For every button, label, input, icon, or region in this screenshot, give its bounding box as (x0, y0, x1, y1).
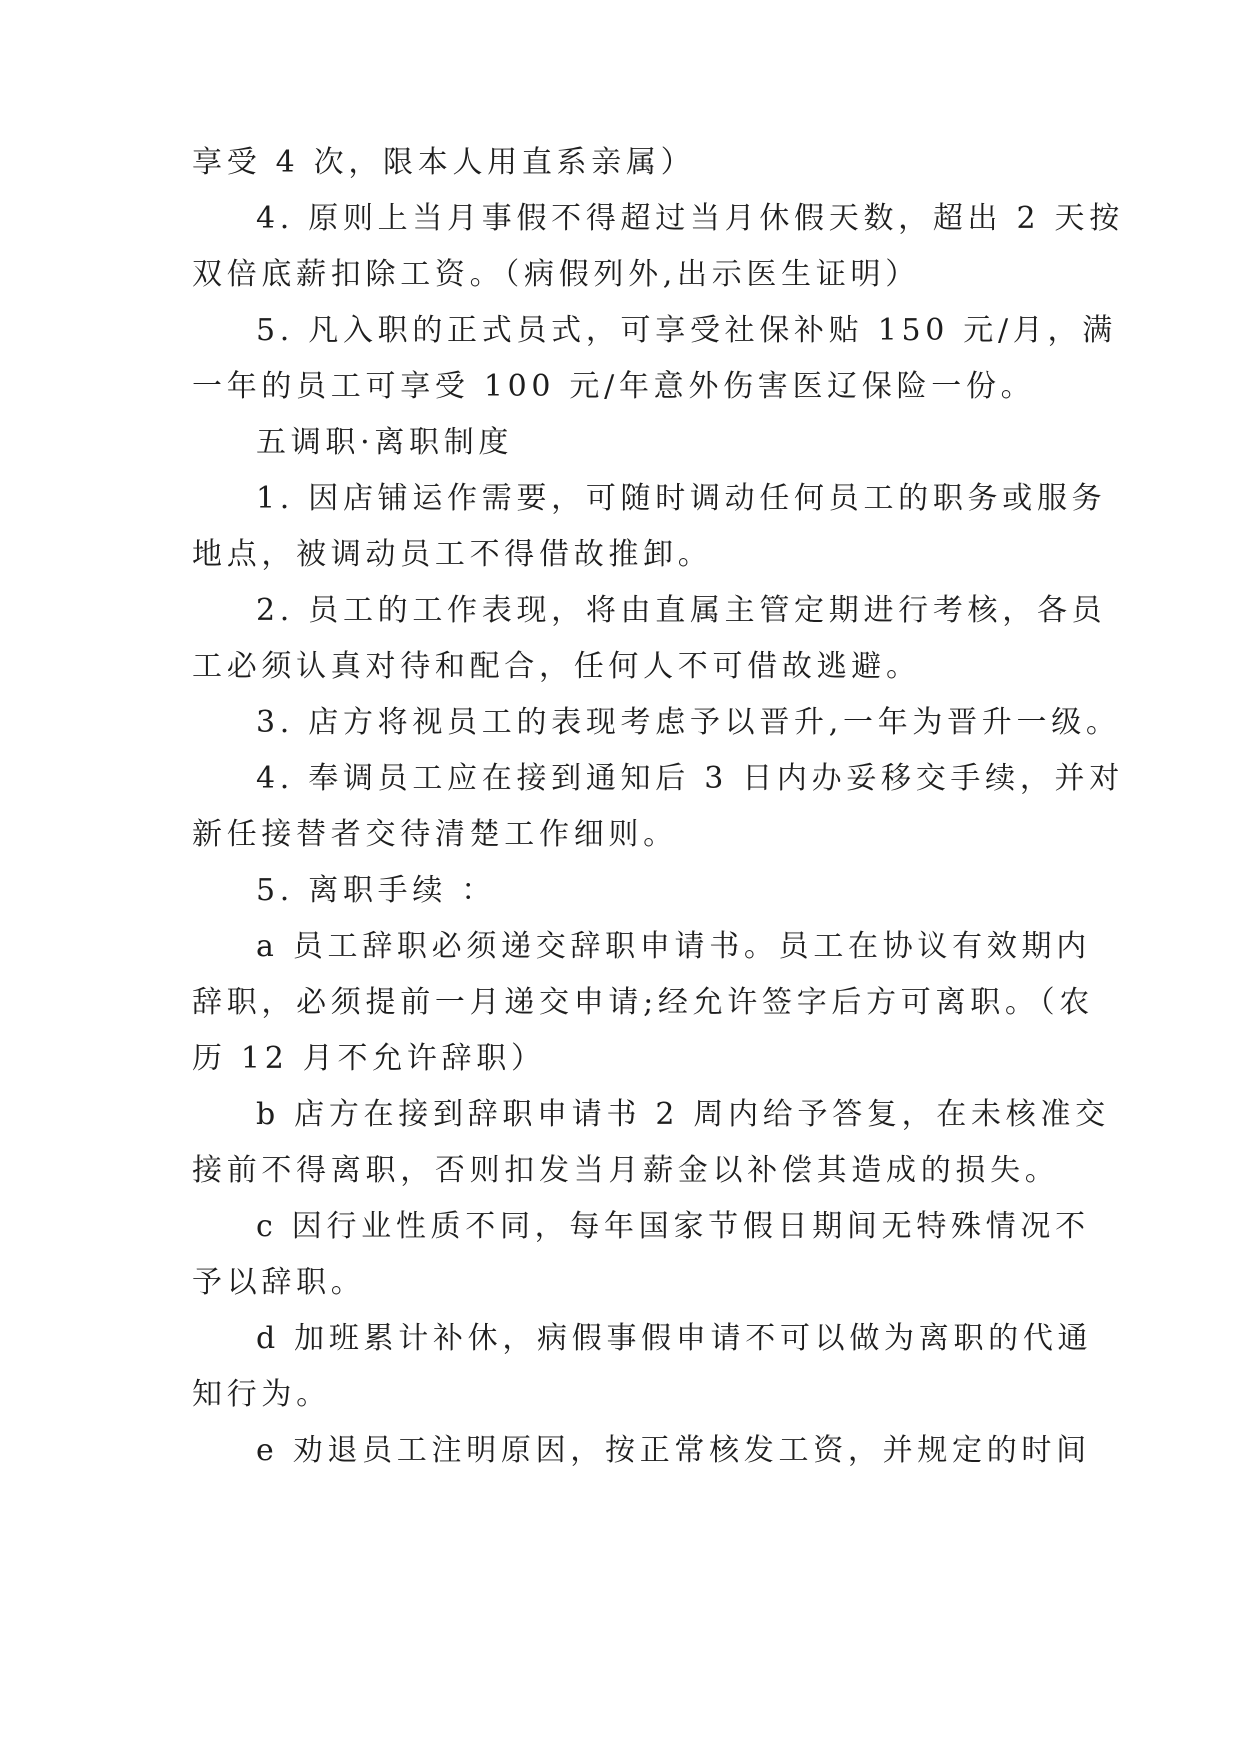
text-line: d 加班累计补休，病假事假申请不可以做为离职的代通 (256, 1321, 1093, 1356)
text-line: b 店方在接到辞职申请书 2 周内给予答复，在未核准交 (256, 1097, 1110, 1132)
text-line: 工必须认真对待和配合，任何人不可借故逃避。 (192, 649, 921, 684)
text-line: 4. 原则上当月事假不得超过当月休假天数，超出 2 天按 (256, 201, 1124, 236)
text-line: 享受 4 次，限本人用直系亲属） (192, 145, 696, 180)
text-line: e 劝退员工注明原因，按正常核发工资，并规定的时间 (256, 1433, 1091, 1468)
text-line: 2. 员工的工作表现，将由直属主管定期进行考核，各员 (256, 593, 1107, 628)
text-line: 接前不得离职，否则扣发当月薪金以补偿其造成的损失。 (192, 1153, 1060, 1188)
text-line: 5. 离职手续 ： (256, 873, 496, 908)
text-line: 5. 凡入职的正式员式，可享受社保补贴 150 元/月，满 (256, 313, 1117, 348)
text-line: c 因行业性质不同，每年国家节假日期间无特殊情况不 (256, 1209, 1090, 1244)
text-line: 新任接替者交待清楚工作细则。 (192, 817, 678, 852)
text-line: 1. 因店铺运作需要，可随时调动任何员工的职务或服务 (256, 481, 1107, 516)
text-line: 予以辞职。 (192, 1265, 366, 1300)
text-line: 4. 奉调员工应在接到通知后 3 日内办妥移交手续，并对 (256, 761, 1124, 796)
text-line: 辞职，必须提前一月递交申请;经允许签字后方可离职。（农 (192, 985, 1095, 1020)
text-line: 一年的员工可享受 100 元/年意外伤害医辽保险一份。 (192, 369, 1036, 404)
text-line: 知行为。 (192, 1377, 331, 1412)
text-line: 历 12 月不允许辞职） (192, 1041, 546, 1076)
text-line: a 员工辞职必须递交辞职申请书。员工在协议有效期内 (256, 929, 1091, 964)
text-line: 地点，被调动员工不得借故推卸。 (192, 537, 713, 572)
text-line: 3. 店方将视员工的表现考虑予以晋升,一年为晋升一级。 (256, 705, 1121, 740)
section-heading: 五调职·离职制度 (256, 425, 514, 460)
text-line: 双倍底薪扣除工资。（病假列外,出示医生证明） (192, 257, 920, 292)
